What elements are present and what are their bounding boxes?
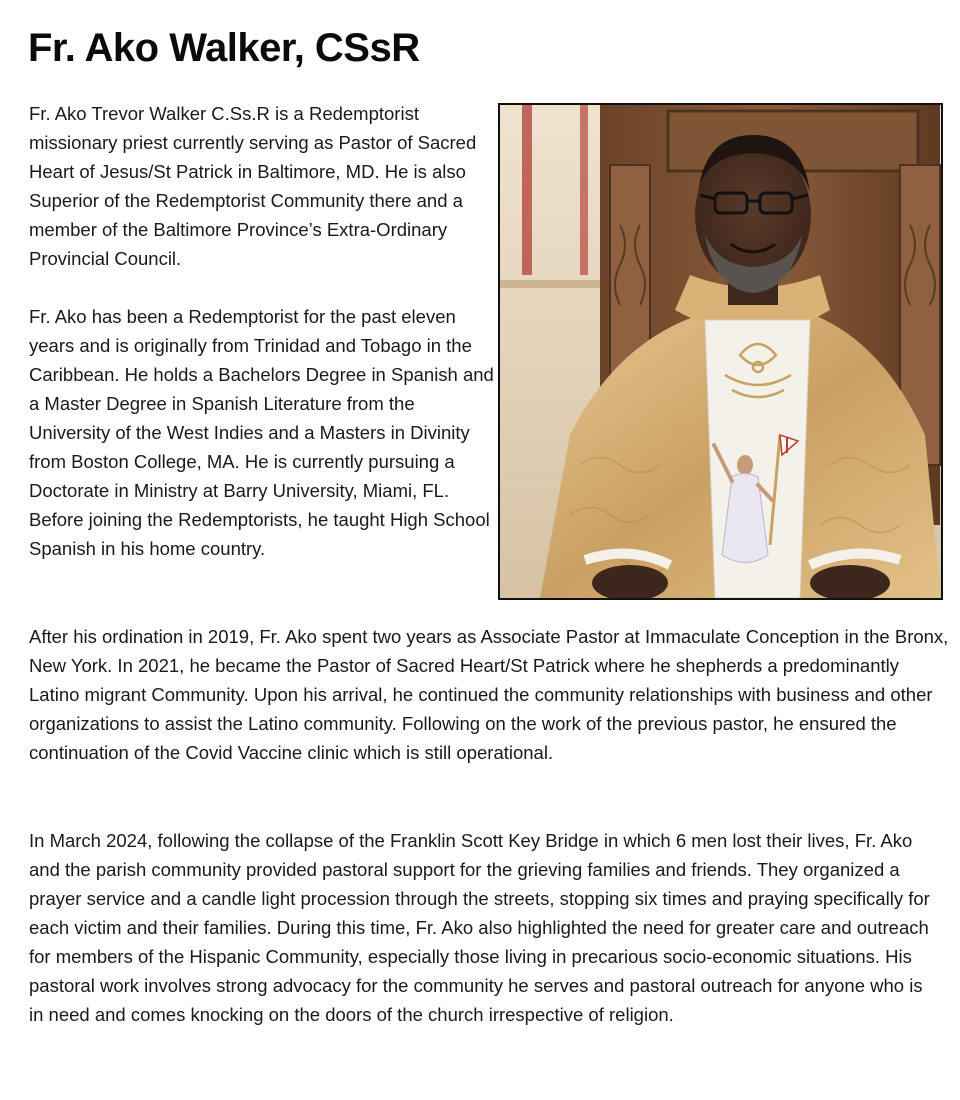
- bio-paragraph-4: In March 2024, following the collapse of the Franklin Scott Key Bridge in which 6 men lost their lives, Fr. Ako and the parish community provided pastoral support for the grieving families and friends. They organized a prayer service and a candle light procession through the streets, stopping six times and praying specifically for each victim and their families. During this time, Fr. Ako also highlighted the need for greater care and outreach for members of the Hispanic Community, especially those living in precarious socio-economic situations. His pastoral work involves strong advocacy for the community he serves and pastoral outreach for anyone who is in need and comes knocking on the doors of the church irrespective of religion.: [29, 830, 930, 1025]
- bio-paragraph-3: After his ordination in 2019, Fr. Ako spent two years as Associate Pastor at Immaculate Conception in the Bronx, New York. In 2021, he became the Pastor of Sacred Heart/St Patrick where he shepherds a predominantly Latino migrant Community. Upon his arrival, he continued the community relationships with business and other organizations to assist the Latino community. Following on the work of the previous pastor, he ensured the continuation of the Covid Vaccine clinic which is still operational.: [29, 626, 949, 763]
- priest-portrait-photo: [498, 103, 943, 600]
- bio-paragraph-2: Fr. Ako has been a Redemptorist for the past eleven years and is originally from Trinidad and Tobago in the Caribbean. He holds a Bachelors Degree in Spanish and a Master Degree in Spanish Literature from the University of the West Indies and a Masters in Divinity from Boston College, MA. He is currently pursuing a Doctorate in Ministry at Barry University, Miami, FL. Before joining the Redemptorists, he taught High School Spanish in his home country.: [29, 306, 494, 559]
- bio-paragraph-1: Fr. Ako Trevor Walker C.Ss.R is a Redemptorist missionary priest currently serving as Pastor of Sacred Heart of Jesus/St Patrick in Baltimore, MD. He is also Superior of the Redemptorist Community there and a member of the Baltimore Province’s Extra-Ordinary Provincial Council.: [29, 103, 477, 269]
- page-title: Fr. Ako Walker, CSsR: [28, 26, 420, 70]
